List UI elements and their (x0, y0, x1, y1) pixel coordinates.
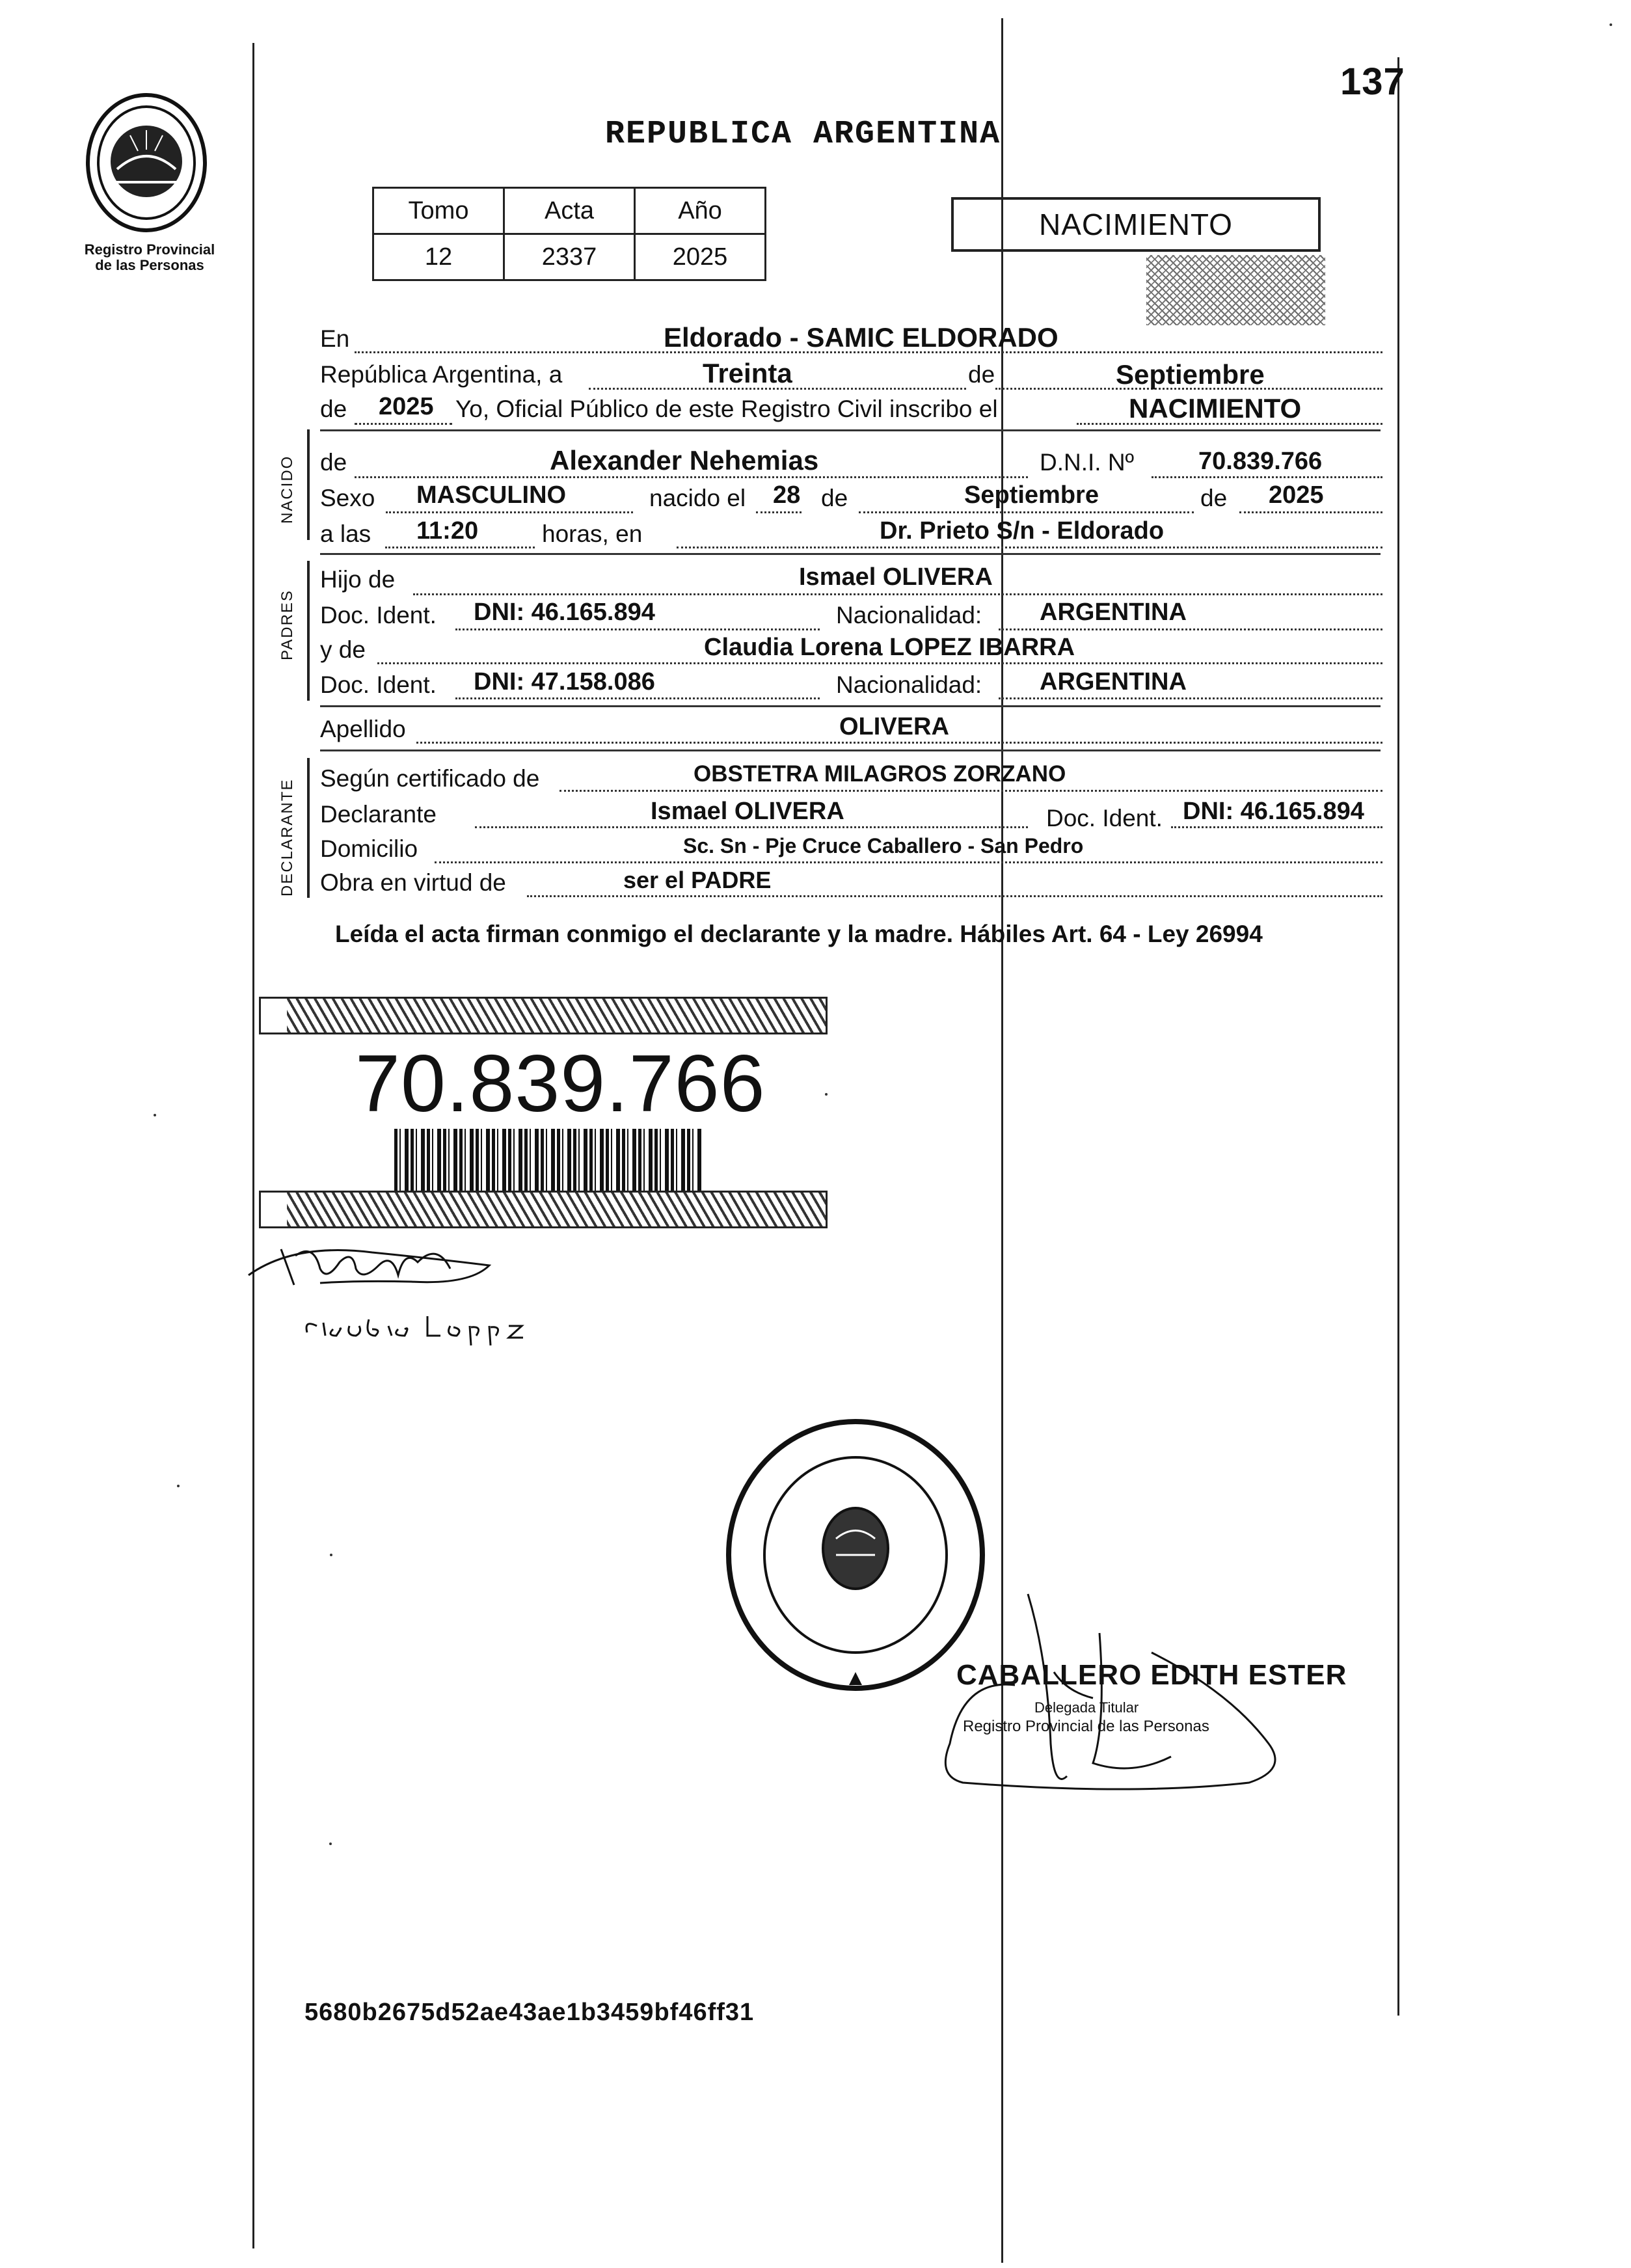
mother-name: Claudia Lorena LOPEZ IBARRA (704, 634, 1075, 661)
row-sexo (320, 485, 375, 516)
place-value: Eldorado - SAMIC ELDORADO (664, 322, 1058, 353)
section-label-padres: PADRES (278, 589, 296, 660)
document-title: REPUBLICA ARGENTINA (605, 116, 1001, 153)
label-alas: a las (320, 520, 371, 547)
row-obra (320, 869, 506, 900)
record-header-anio: Año (635, 188, 766, 234)
security-hologram (1146, 255, 1325, 325)
record-table (372, 187, 766, 281)
official-role: Delegada Titular (1034, 1699, 1139, 1716)
official-name: CABALLERO EDITH ESTER (956, 1659, 1347, 1691)
child-name: Alexander Nehemias (550, 445, 819, 476)
year-value: 2025 (379, 393, 434, 420)
row-domicilio (320, 835, 418, 867)
domicilio-value: Sc. Sn - Pje Cruce Caballero - San Pedro (683, 834, 1084, 857)
birth-day: 28 (773, 481, 801, 509)
birth-month: Septiembre (964, 481, 1099, 509)
dni-barcode (394, 1129, 703, 1199)
father-signature (242, 1230, 515, 1301)
child-dni: 70.839.766 (1198, 448, 1323, 475)
dni-large-number: 70.839.766 (355, 1039, 766, 1129)
row-father-doc (320, 602, 437, 633)
label-sexo: Sexo (320, 485, 375, 511)
certificado-value: OBSTETRA MILAGROS ZORZANO (694, 761, 1066, 787)
mother-signature (301, 1300, 535, 1352)
declarante-doc: DNI: 46.165.894 (1183, 798, 1364, 825)
birth-year: 2025 (1269, 481, 1324, 509)
right-margin-line (1397, 57, 1399, 2016)
label-nacionalidad-mother: Nacionalidad: (836, 671, 982, 698)
record-header-tomo: Tomo (373, 188, 504, 234)
row-hijo (320, 566, 395, 597)
father-doc: DNI: 46.165.894 (474, 599, 655, 626)
label-oficial: Yo, Oficial Público de este Registro Civil inscribo el (455, 396, 998, 422)
row-yde (320, 636, 366, 668)
label-doc-father: Doc. Ident. (320, 602, 437, 628)
day-value: Treinta (703, 358, 792, 388)
label-declarante: Declarante (320, 801, 437, 828)
record-value-tomo: 12 (373, 234, 504, 280)
father-nationality: ARGENTINA (1040, 599, 1187, 626)
mother-doc: DNI: 47.158.086 (474, 668, 655, 695)
father-name: Ismael OLIVERA (799, 563, 993, 591)
label-certificado: Según certificado de (320, 765, 540, 792)
row-republica (320, 361, 562, 392)
label-de-name: de (320, 449, 347, 476)
label-de-1: de (968, 361, 995, 388)
mother-nationality: ARGENTINA (1040, 668, 1187, 695)
security-band-bottom (259, 1191, 828, 1228)
row-apellido (320, 716, 406, 747)
record-value-anio: 2025 (635, 234, 766, 280)
apellido-value: OLIVERA (839, 713, 949, 740)
center-fold-line (1001, 18, 1003, 2263)
label-nacido-el: nacido el (649, 485, 746, 511)
record-value-acta: 2337 (504, 234, 635, 280)
label-de-2: de (320, 396, 347, 422)
sexo-value: MASCULINO (416, 481, 567, 509)
act-value: NACIMIENTO (1129, 393, 1302, 424)
label-domicilio: Domicilio (320, 835, 418, 862)
section-label-nacido: NACIDO (278, 455, 296, 524)
label-doc-declarante: Doc. Ident. (1046, 805, 1163, 831)
row-declarante (320, 801, 437, 832)
row-mother-doc (320, 671, 437, 703)
label-hijo-de: Hijo de (320, 566, 396, 593)
label-de-month: de (821, 485, 848, 511)
record-type-box: NACIMIENTO (951, 197, 1321, 252)
official-signature (937, 1581, 1327, 1802)
month-value: Septiembre (1116, 359, 1265, 390)
row-en (320, 325, 349, 357)
record-table-header-row (373, 188, 766, 234)
label-horas: horas, en (542, 520, 643, 547)
row-certificado (320, 765, 539, 796)
birth-time: 11:20 (416, 517, 479, 545)
row-hora (320, 520, 371, 552)
record-header-acta: Acta (504, 188, 635, 234)
official-organization: Registro Provincial de las Personas (963, 1718, 1209, 1735)
logo-caption-line1: Registro Provincial (84, 241, 215, 258)
row-nacido-name (320, 449, 347, 480)
logo-caption (65, 242, 234, 273)
birth-place: Dr. Prieto S/n - Eldorado (880, 517, 1165, 545)
security-band-top (259, 997, 828, 1034)
section-label-declarante: DECLARANTE (278, 778, 296, 897)
closing-statement: Leída el acta firman conmigo el declarante y la madre. Hábiles Art. 64 - Ley 26994 (335, 921, 1263, 947)
label-doc-mother: Doc. Ident. (320, 671, 437, 698)
label-nacionalidad-father: Nacionalidad: (836, 602, 982, 628)
record-table-value-row (373, 234, 766, 280)
logo-caption-line2: de las Personas (95, 257, 204, 273)
declarante-name: Ismael OLIVERA (651, 798, 844, 825)
provincial-logo (78, 91, 215, 239)
row-year (320, 396, 347, 427)
obra-value: ser el PADRE (623, 867, 772, 893)
label-apellido: Apellido (320, 716, 406, 742)
left-margin-line (252, 43, 254, 2248)
label-y-de: y de (320, 636, 366, 663)
label-en: En (320, 325, 350, 352)
page-number: 137 (1340, 61, 1405, 103)
label-obra: Obra en virtud de (320, 869, 506, 896)
document-hash: 5680b2675d52ae43ae1b3459bf46ff31 (304, 1999, 755, 2026)
label-dni: D.N.I. Nº (1040, 449, 1135, 476)
label-republica: República Argentina, a (320, 361, 563, 388)
label-de-year: de (1200, 485, 1228, 511)
